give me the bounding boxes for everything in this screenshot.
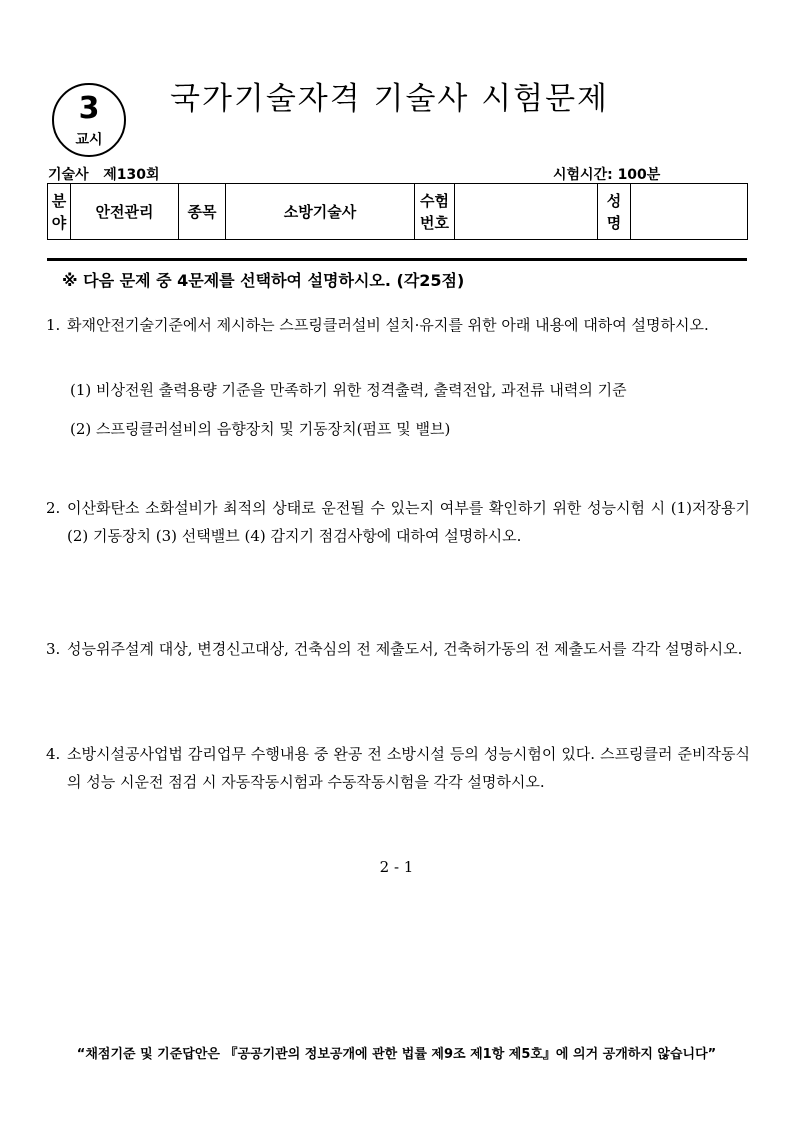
field-value: 안전관리 [71, 184, 179, 240]
question-number: 4. [46, 745, 61, 763]
session-label: 교시 [75, 132, 103, 148]
question-text: 소방시설공사업법 감리업무 수행내용 중 완공 전 소방시설 등의 성능시험이 있다. 스프링클러 준비작동식의 성능 시운전 점검 시 자동작동시험과 수동작동시험을 각각 설명하시오. [67, 745, 750, 791]
category-label: 종목 [179, 184, 226, 240]
exam-round: 기술사 제130회 [48, 167, 160, 183]
page-title: 국가기술자격 기술사 시험문제 [170, 81, 610, 117]
question-4 [46, 740, 750, 796]
exam-number-label: 수험 번호 [415, 184, 455, 240]
exam-info-table [47, 183, 748, 240]
session-number: 3 [78, 91, 100, 126]
question-number: 1. [46, 316, 61, 334]
exam-time: 시험시간: 100분 [553, 167, 661, 183]
session-badge [52, 83, 126, 157]
question-text: 성능위주설계 대상, 변경신고대상, 건축심의 전 제출도서, 건축허가동의 전 제출도서를 각각 설명하시오. [67, 640, 743, 658]
question-1-subitem-1: (1) 비상전원 출력용량 기준을 만족하기 위한 정격출력, 출력전압, 과전류 내력의 기준 [70, 381, 627, 399]
footer-notice: “채점기준 및 기준답안은 『공공기관의 정보공개에 관한 법률 제9조 제1항 제5호』에 의거 공개하지 않습니다” [76, 1047, 717, 1062]
name-label: 성 명 [598, 184, 631, 240]
divider [47, 258, 747, 261]
question-text: 화재안전기술기준에서 제시하는 스프링클러설비 설치·유지를 위한 아래 내용에 대하여 설명하시오. [67, 316, 709, 334]
question-1 [46, 311, 750, 339]
question-number: 2. [46, 499, 61, 517]
instruction: ※ 다음 문제 중 4문제를 선택하여 설명하시오. (각25점) [62, 271, 465, 290]
category-value: 소방기술사 [226, 184, 415, 240]
field-label: 분 야 [48, 184, 71, 240]
exam-number-field[interactable] [455, 184, 598, 240]
name-field[interactable] [631, 184, 748, 240]
question-number: 3. [46, 640, 61, 658]
page-number: 2 - 1 [379, 858, 414, 876]
question-text: 이산화탄소 소화설비가 최적의 상태로 운전될 수 있는지 여부를 확인하기 위한 성능시험 시 (1)저장용기 (2) 기동장치 (3) 선택밸브 (4) 감지기 점검사항에 대하여 설명하시오. [67, 499, 750, 545]
question-1-subitem-2: (2) 스프링클러설비의 음향장치 및 기동장치(펌프 및 밸브) [70, 420, 451, 438]
question-2 [46, 494, 750, 550]
question-3 [46, 635, 750, 663]
